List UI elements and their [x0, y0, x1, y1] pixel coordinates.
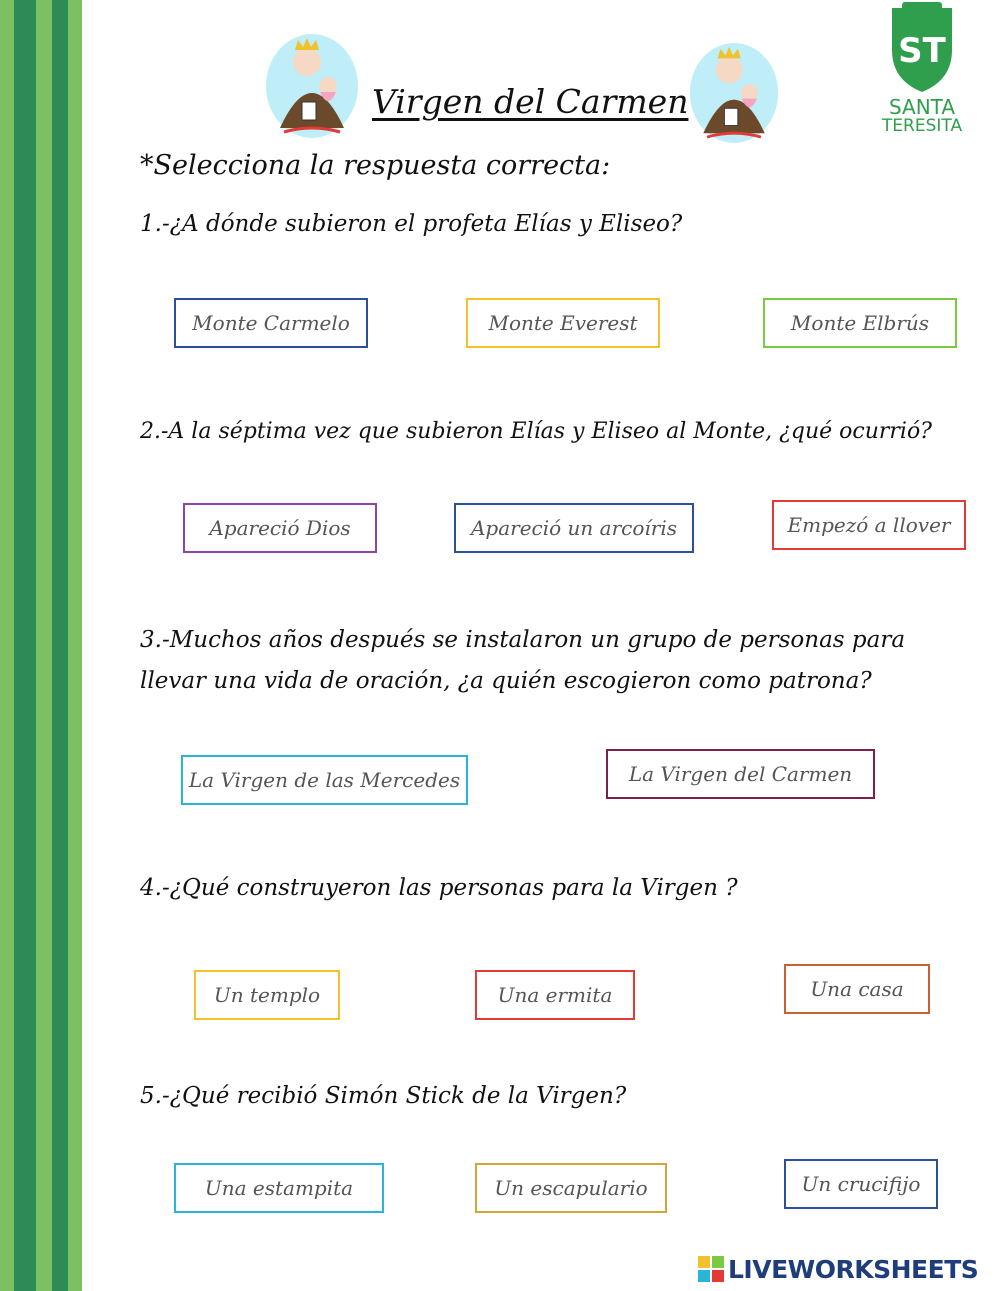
question-5: 5.-¿Qué recibió Simón Stick de la Virgen? [140, 1083, 627, 1109]
question-3-line-2: llevar una vida de oración, ¿a quién escogieron como patrona? [140, 668, 872, 694]
question-1: 1.-¿A dónde subieron el profeta Elías y Eliseo? [140, 211, 683, 237]
page-title: Virgen del Carmen [372, 82, 689, 121]
virgin-illustration-left [262, 28, 362, 140]
question-4: 4.-¿Qué construyeron las personas para la Virgen ? [140, 875, 738, 901]
question-3-line-1: 3.-Muchos años después se instalaron un grupo de personas para [140, 627, 906, 653]
answer-option[interactable]: La Virgen de las Mercedes [181, 755, 468, 805]
answer-option[interactable]: Apareció Dios [183, 503, 377, 553]
answer-option[interactable]: Una casa [784, 964, 930, 1014]
liveworksheets-blocks-icon [698, 1256, 724, 1282]
answer-option[interactable]: Un escapulario [475, 1163, 667, 1213]
liveworksheets-brand-text: LIVEWORKSHEETS [728, 1254, 979, 1284]
answer-option[interactable]: Monte Elbrús [763, 298, 957, 348]
answer-option[interactable]: Monte Everest [466, 298, 660, 348]
decorative-side-stripes [0, 0, 82, 1291]
answer-option[interactable]: Una estampita [174, 1163, 384, 1213]
answer-option[interactable]: Apareció un arcoíris [454, 503, 694, 553]
question-2: 2.-A la séptima vez que subieron Elías y Eliseo al Monte, ¿qué ocurrió? [140, 419, 932, 444]
svg-text:ST: ST [898, 31, 946, 71]
answer-option[interactable]: Empezó a llover [772, 500, 966, 550]
virgin-illustration-right [686, 36, 782, 146]
answer-option[interactable]: La Virgen del Carmen [606, 749, 875, 799]
answer-option[interactable]: Monte Carmelo [174, 298, 368, 348]
liveworksheets-logo[interactable] [698, 1253, 978, 1285]
answer-option[interactable]: Una ermita [475, 970, 635, 1020]
instruction-text: *Selecciona la respuesta correcta: [140, 150, 611, 181]
logo-text-teresita: TERESITA [881, 116, 963, 136]
logo-text-santa: SANTA [888, 95, 956, 119]
school-logo [872, 0, 972, 145]
answer-option[interactable]: Un templo [194, 970, 340, 1020]
answer-option[interactable]: Un crucifijo [784, 1159, 938, 1209]
shield-icon [872, 0, 972, 95]
